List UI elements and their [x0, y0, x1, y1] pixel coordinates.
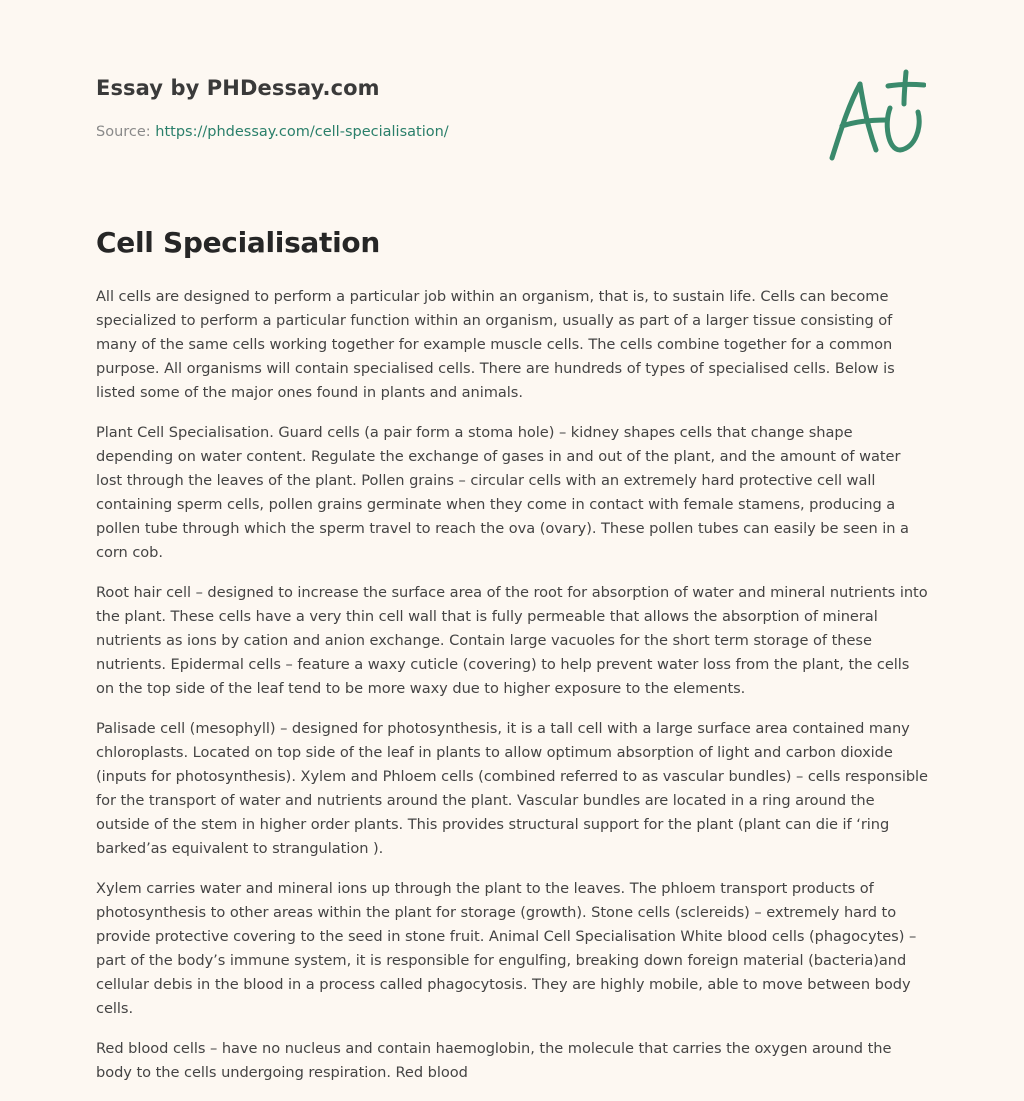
article-body — [96, 285, 928, 1101]
source-line — [96, 124, 449, 140]
a-plus-logo-icon — [826, 68, 926, 164]
page — [96, 0, 928, 1081]
paragraph: Plant Cell Specialisation. Guard cells (a pair form a stoma hole) – kidney shapes cells that change shape depending on water content. Regulate the exchange of gases in and out of the plant, and the amount of water lost through the leaves of the plant. Pollen grains – circular cells with an extremely hard protective cell wall containing sperm cells, pollen grains germinate when they come in contact with female stamens, producing a pollen tube through which the sperm travel to reach the ova (ovary). These pollen tubes can easily be seen in a corn cob. — [96, 424, 909, 561]
paragraph: Red blood cells – have no nucleus and contain haemoglobin, the molecule that carries the oxygen around the body to the cells undergoing respiration. Red blood — [96, 1040, 892, 1081]
site-brand: Essay by PHDessay.com — [96, 76, 380, 100]
header — [96, 0, 928, 200]
paragraph: Root hair cell – designed to increase the surface area of the root for absorption of water and mineral nutrients into the plant. These cells have a very thin cell wall that is fully permeable that allows the absorption of mineral nutrients as ions by cation and anion exchange. Contain large vacuoles for the short term storage of these nutrients. Epidermal cells – feature a waxy cuticle (covering) to help prevent water loss from the plant, the cells on the top side of the leaf tend to be more waxy due to higher exposure to the elements. — [96, 584, 928, 697]
source-label: Source: — [96, 124, 156, 140]
article-title: Cell Specialisation — [96, 226, 380, 259]
paragraph: Xylem carries water and mineral ions up through the plant to the leaves. The phloem transport products of photosynthesis to other areas within the plant for storage (growth). Stone cells (sclereids) – extremely hard to provide protective covering to the seed in stone fruit. Animal Cell Specialisation White blood cells (phagocytes) – part of the body’s immune system, it is responsible for engulfing, breaking down foreign material (bacteria)and cellular debis in the blood in a process called phagocytosis. They are highly mobile, able to move between body cells. — [96, 880, 917, 1017]
paragraph: Palisade cell (mesophyll) – designed for photosynthesis, it is a tall cell with a large surface area contained many chloroplasts. Located on top side of the leaf in plants to allow optimum absorption of light and carbon dioxide (inputs for photosynthesis). Xylem and Phloem cells (combined referred to as vascular bundles) – cells responsible for the transport of water and nutrients around the plant. Vascular bundles are located in a ring around the outside of the stem in higher order plants. This provides structural support for the plant (plant can die if ‘ring barked’as equivalent to strangulation ). — [96, 720, 928, 857]
paragraph: All cells are designed to perform a particular job within an organism, that is, to sustain life. Cells can become specialized to perform a particular function within an organism, usually as part of a larger tissue consisting of many of the same cells working together for example muscle cells. The cells combine together for a common purpose. All organisms will contain specialised cells. There are hundreds of types of specialised cells. Below is listed some of the major ones found in plants and animals. — [96, 288, 895, 401]
source-link[interactable]: https://phdessay.com/cell-specialisation/ — [155, 124, 449, 140]
